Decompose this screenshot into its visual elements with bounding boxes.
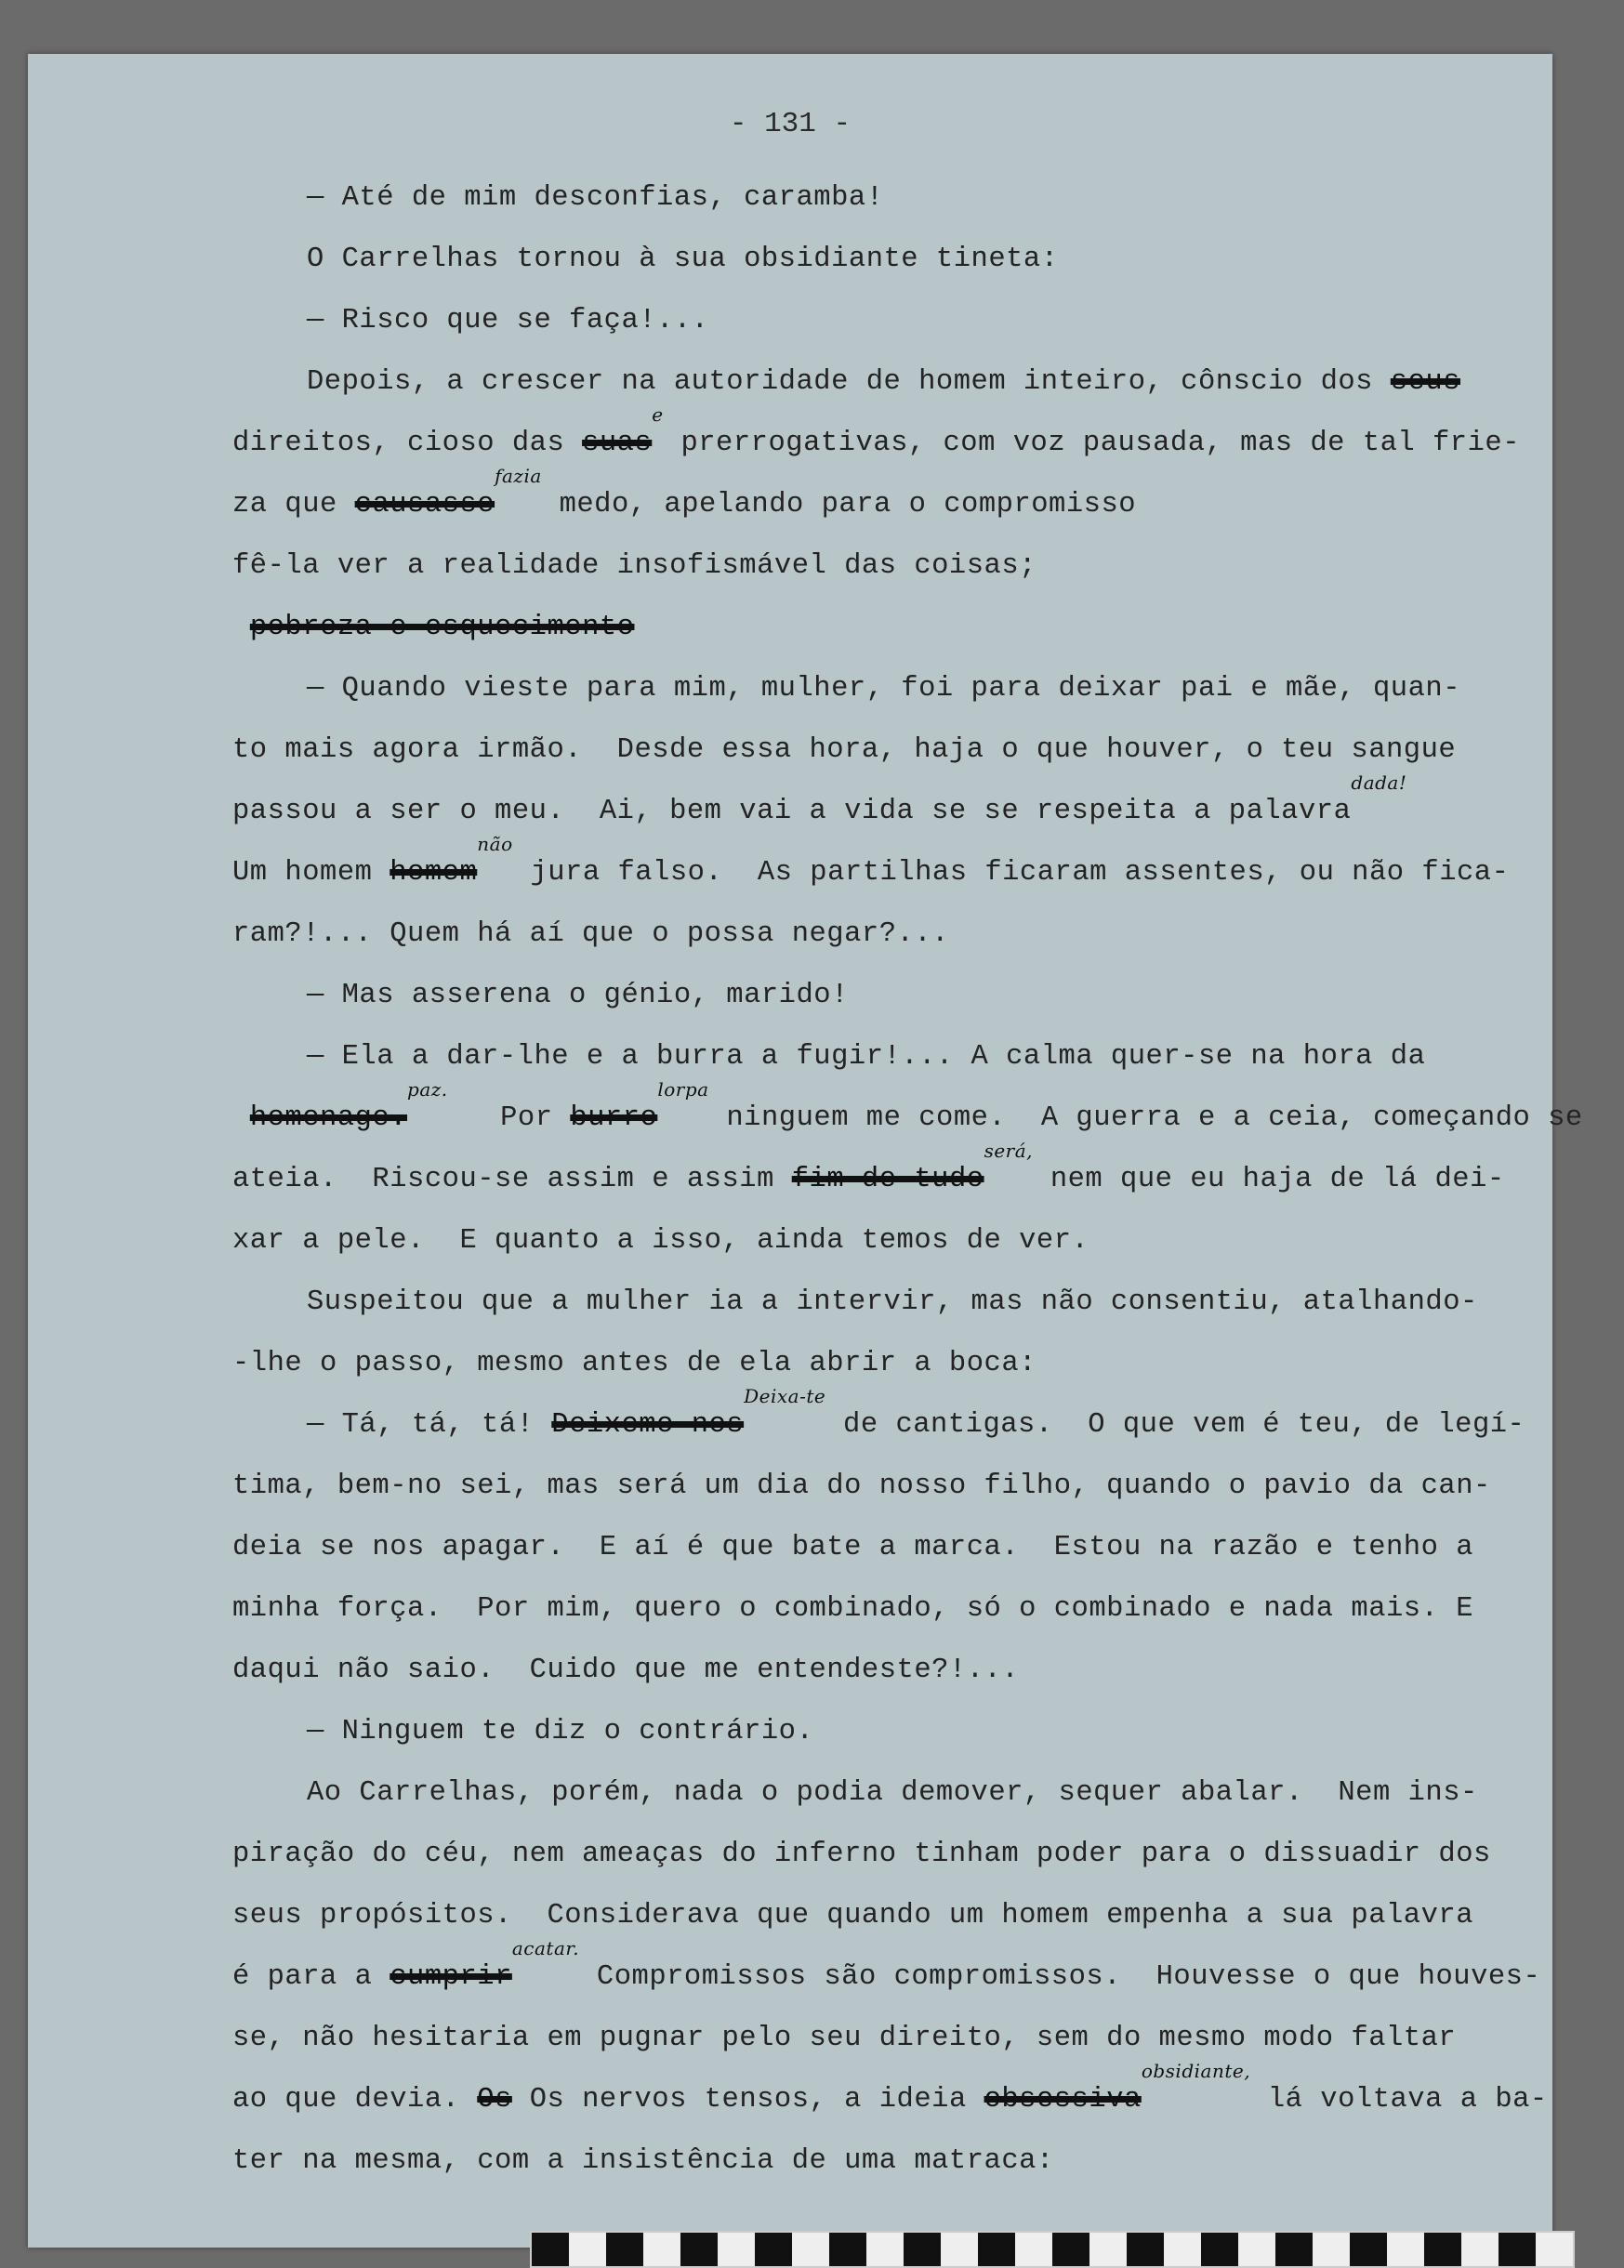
strikethrough-text: homenage.	[249, 1102, 408, 1134]
line-text-continued: ninguem me come. A guerra e a ceia, começando se	[726, 1102, 1583, 1134]
line-text: — Ninguem te diz o contrário.	[307, 1716, 814, 1747]
line-text: passou a ser o meu. Ai, bem vai a vida se se respeita a palavra	[232, 796, 1352, 827]
handwritten-insert: Deixa-te	[744, 1385, 826, 1407]
text-line	[232, 1078, 1583, 1134]
text-line	[307, 244, 1552, 275]
text-line	[232, 465, 1552, 521]
text-line	[307, 182, 1552, 214]
line-text: — Quando vieste para mim, mulher, foi para deixar pai e mãe, quan-	[307, 673, 1460, 705]
text-line	[307, 1286, 1552, 1318]
strikethrough-text: causasse	[354, 489, 495, 521]
line-text: minha força. Por mim, quero o combinado, só o combinado e nada mais. E	[232, 1593, 1474, 1625]
handwritten-insert: será,	[984, 1140, 1034, 1162]
line-text: tima, bem-no sei, mas será um dia do nosso filho, quando o pavio da can-	[232, 1470, 1491, 1502]
text-line	[232, 1348, 1552, 1379]
strikethrough-text: pobreza e esquecimento	[249, 612, 635, 643]
text-line	[307, 1385, 1552, 1441]
text-line	[232, 1470, 1552, 1502]
line-text: -lhe o passo, mesmo antes de ela abrir a boca:	[232, 1348, 1036, 1379]
text-line	[232, 771, 1552, 827]
line-text: daqui não saio. Cuido que me entendeste?!...	[232, 1655, 1020, 1686]
text-line	[307, 1716, 1552, 1747]
line-text-continued: nem que eu haja de lá dei-	[1050, 1164, 1505, 1195]
text-line	[307, 1777, 1552, 1809]
handwritten-insert: paz.	[407, 1078, 448, 1101]
text-line	[307, 980, 1552, 1011]
line-text: ram?!... Quem há aí que o possa negar?...	[232, 918, 949, 950]
line-text: za que	[232, 489, 337, 521]
line-text-continued: Por	[465, 1102, 553, 1134]
text-line	[232, 403, 1552, 459]
line-text-continued: Os nervos tensos, a ideia	[529, 2084, 967, 2116]
strikethrough-text: burro	[570, 1102, 658, 1134]
handwritten-insert: obsidiante,	[1141, 2060, 1251, 2082]
text-line	[232, 1140, 1552, 1195]
text-line	[232, 2145, 1552, 2177]
line-text-continued: lá voltava a ba-	[1267, 2084, 1548, 2116]
text-line	[232, 1532, 1552, 1563]
line-text: — Ela a dar-lhe e a burra a fugir!... A calma quer-se na hora da	[307, 1041, 1426, 1073]
line-text: to mais agora irmão. Desde essa hora, haja o que houver, o teu sangue	[232, 734, 1457, 766]
text-line	[232, 2023, 1552, 2054]
line-text: ter na mesma, com a insistência de uma matraca:	[232, 2145, 1054, 2177]
line-text: deia se nos apagar. E aí é que bate a marca. Estou na razão e tenho a	[232, 1532, 1474, 1563]
text-line	[307, 305, 1552, 336]
scale-ruler	[530, 2231, 1575, 2268]
line-text: é para a	[232, 1961, 373, 1993]
line-text-continued: jura falso. As partilhas ficaram assentes, ou não fica-	[530, 857, 1510, 889]
line-text: Suspeitou que a mulher ia a intervir, mas não consentiu, atalhando-	[307, 1286, 1478, 1318]
text-line	[232, 612, 1552, 643]
strikethrough-text: Deixemo-nos	[551, 1409, 745, 1441]
line-text: O Carrelhas tornou à sua obsidiante tineta:	[307, 244, 1059, 275]
line-text-continued: prerrogativas, com voz pausada, mas de tal frie-	[680, 428, 1520, 459]
line-text: fê-la ver a realidade insofismável das coisas;	[232, 550, 1036, 582]
text-line	[232, 2060, 1552, 2116]
strikethrough-text: Os	[477, 2084, 512, 2116]
line-text: Depois, a crescer na autoridade de homem inteiro, cônscio dos	[307, 366, 1373, 398]
handwritten-insert: fazia	[495, 465, 542, 487]
line-text: direitos, cioso das	[232, 428, 565, 459]
text-line	[232, 1937, 1552, 1993]
line-text: xar a pele. E quanto a isso, ainda temos de ver.	[232, 1225, 1089, 1257]
handwritten-insert: e	[652, 403, 664, 426]
handwritten-insert: acatar.	[511, 1937, 580, 1959]
text-line	[232, 734, 1552, 766]
text-line	[307, 366, 1552, 398]
line-text: — Tá, tá, tá!	[307, 1409, 535, 1441]
handwritten-insert: não	[477, 833, 513, 855]
text-line	[232, 1839, 1552, 1870]
line-text: — Mas asserena o génio, marido!	[307, 980, 849, 1011]
line-text: — Até de mim desconfias, caramba!	[307, 182, 884, 214]
line-text: piração do céu, nem ameaças do inferno tinham poder para o dissuadir dos	[232, 1839, 1491, 1870]
text-line	[232, 1900, 1552, 1932]
text-line	[232, 1225, 1552, 1257]
text-line	[307, 1041, 1552, 1073]
strikethrough-text: seus	[1390, 366, 1461, 398]
line-text: ateia. Riscou-se assim e assim	[232, 1164, 774, 1195]
typed-manuscript-page	[28, 54, 1583, 2248]
handwritten-insert: dada!	[1351, 771, 1407, 794]
line-text: Um homem	[232, 857, 373, 889]
text-line	[232, 550, 1552, 582]
strikethrough-text: obsessiva	[984, 2084, 1142, 2116]
strikethrough-text: cumprir	[389, 1961, 512, 1993]
text-line	[232, 1655, 1552, 1686]
line-text: ao que devia.	[232, 2084, 460, 2116]
line-text: — Risco que se faça!...	[307, 305, 709, 336]
text-line	[232, 1593, 1552, 1625]
strikethrough-text: fim de tudo	[791, 1164, 984, 1195]
text-line	[307, 673, 1552, 705]
line-text-continued: medo, apelando para o compromisso	[559, 489, 1137, 521]
strikethrough-text: homem	[389, 857, 478, 889]
page-number: - 131 -	[729, 108, 852, 140]
strikethrough-text: suas	[582, 428, 653, 459]
line-text: Ao Carrelhas, porém, nada o podia demover, sequer abalar. Nem ins-	[307, 1777, 1478, 1809]
text-line	[232, 833, 1552, 889]
line-text-continued: de cantigas. O que vem é teu, de legí-	[843, 1409, 1525, 1441]
handwritten-insert: lorpa	[657, 1078, 709, 1101]
text-line	[232, 918, 1552, 950]
line-text-continued: Compromissos são compromissos. Houvesse o que houves-	[596, 1961, 1541, 1993]
line-text: se, não hesitaria em pugnar pelo seu direito, sem do mesmo modo faltar	[232, 2023, 1457, 2054]
line-text: seus propósitos. Considerava que quando um homem empenha a sua palavra	[232, 1900, 1474, 1932]
